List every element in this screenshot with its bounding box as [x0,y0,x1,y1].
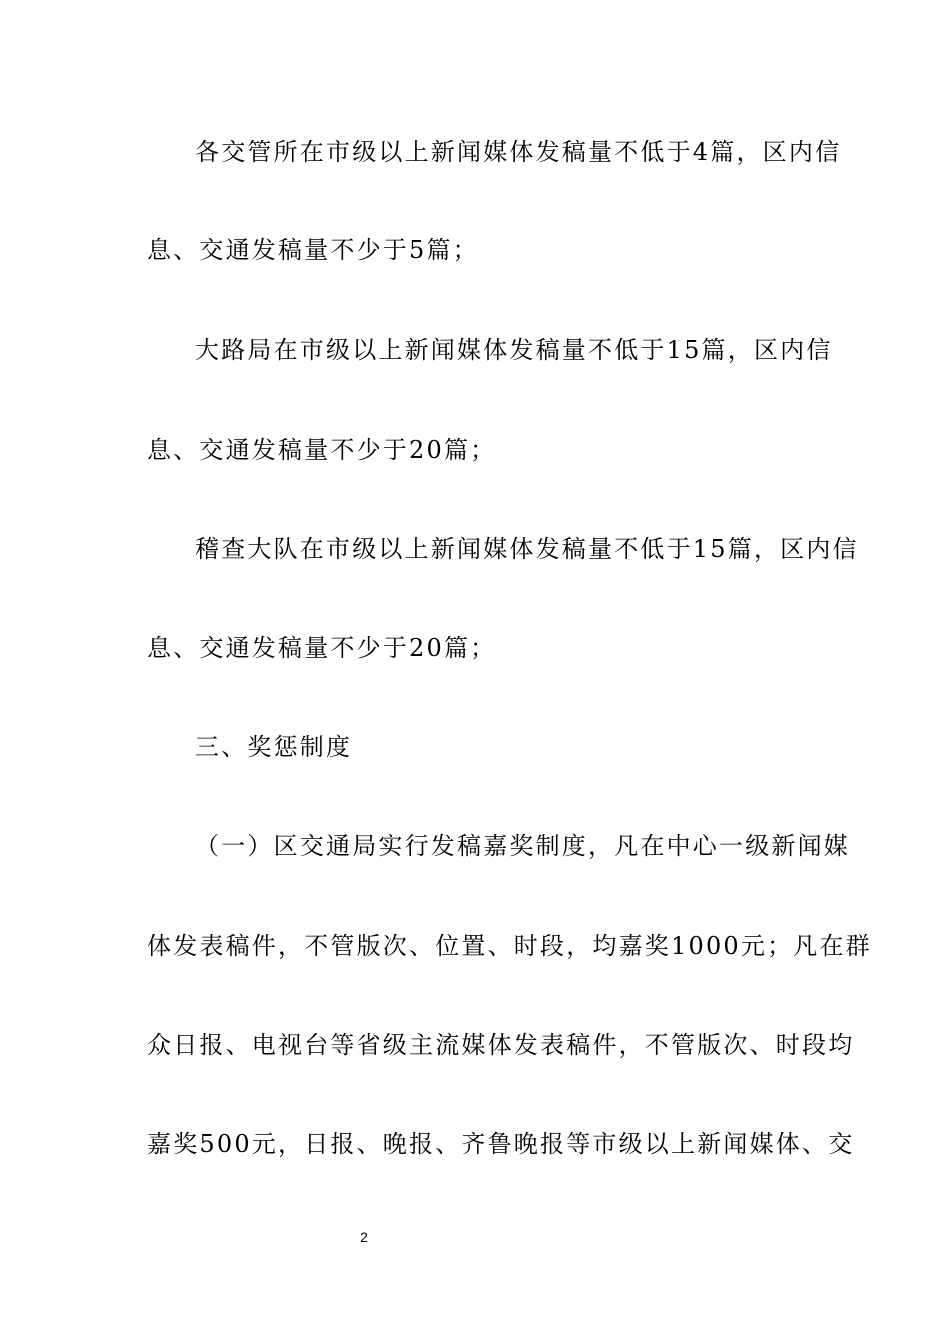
text-line: 息、交通发稿量不少于20篇； [147,634,497,662]
text-line: 息、交通发稿量不少于5篇； [147,236,479,264]
text-line: 嘉奖500元，日报、晚报、齐鲁晚报等市级以上新闻媒体、交 [147,1130,855,1158]
text-line: 体发表稿件，不管版次、位置、时段，均嘉奖1000元；凡在群 [147,932,872,960]
text-line: 稽查大队在市级以上新闻媒体发稿量不低于15篇，区内信 [195,535,859,563]
text-line: 各交管所在市级以上新闻媒体发稿量不低于4篇，区内信 [195,138,842,166]
text-line: 大路局在市级以上新闻媒体发稿量不低于15篇，区内信 [195,336,833,364]
page-number: 2 [360,1229,368,1245]
section-heading: 三、奖惩制度 [195,733,353,761]
text-line: （一）区交通局实行发稿嘉奖制度，凡在中心一级新闻媒 [195,832,850,860]
text-line: 众日报、电视台等省级主流媒体发表稿件，不管版次、时段均 [147,1031,855,1059]
text-line: 息、交通发稿量不少于20篇； [147,436,497,464]
